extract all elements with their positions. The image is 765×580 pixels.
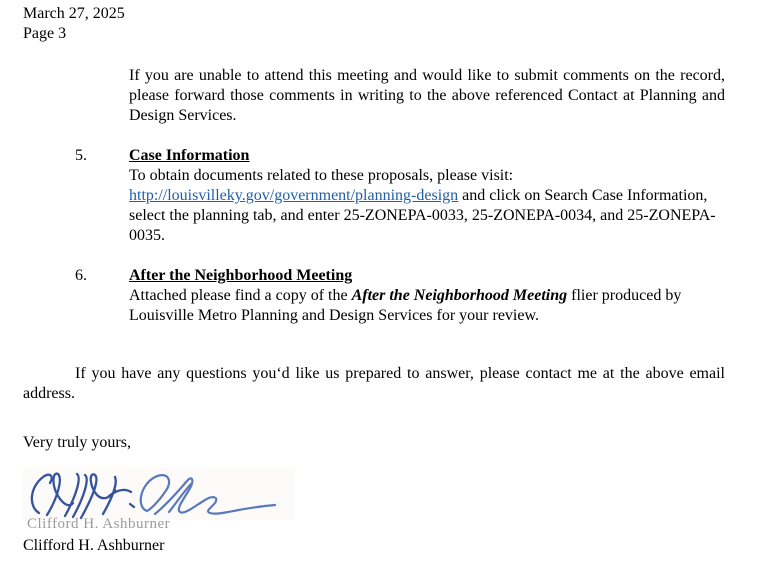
- item-heading-case-information: Case Information: [129, 147, 250, 164]
- letter-date: March 27, 2025: [23, 5, 125, 22]
- item-content: [129, 146, 725, 246]
- closing-paragraph: If you have any questions you‘d like us prepared to answer, please contact me at the above email address.: [23, 365, 725, 402]
- body-text-before-emphasis: Attached please find a copy of the: [129, 287, 352, 304]
- item-body: [129, 286, 725, 326]
- partially-hidden-typed-name: Clifford H. Ashburner: [27, 516, 171, 532]
- item-number: 6.: [75, 267, 87, 284]
- signer-typed-name: Clifford H. Ashburner: [23, 537, 165, 554]
- emphasized-flier-title: After the Neighborhood Meeting: [351, 287, 568, 304]
- item-heading-after-meeting: After the Neighborhood Meeting: [129, 267, 353, 284]
- item-number: 5.: [75, 147, 87, 164]
- intro-paragraph: If you are unable to attend this meeting and would like to submit comments on the record, please forward those comments in writing to the above referenced Contact at Planning and Design Services.: [129, 67, 725, 124]
- body-text-after-emphasis: flier produced by Louisville Metro Planning and Design Services for your review.: [129, 287, 682, 324]
- list-item-5: [75, 146, 725, 246]
- item-content: [129, 266, 725, 326]
- page-number-label: Page 3: [23, 25, 67, 42]
- valediction: Very truly yours,: [23, 434, 131, 451]
- handwritten-signature-icon: [23, 468, 295, 520]
- letter-header: [23, 4, 725, 44]
- list-item-6: [75, 266, 725, 326]
- body-text-after-link: and click on Search Case Information, select the planning tab, and enter 25-ZONEPA-0033, 25-ZONEPA-0034, and 25-ZONEPA-0035.: [129, 187, 716, 244]
- planning-design-link[interactable]: http://louisvilleky.gov/government/planning-design: [129, 187, 459, 204]
- body-text-before-link: To obtain documents related to these proposals, please visit:: [129, 167, 514, 184]
- signature-image: [23, 468, 295, 532]
- item-body: [129, 166, 725, 246]
